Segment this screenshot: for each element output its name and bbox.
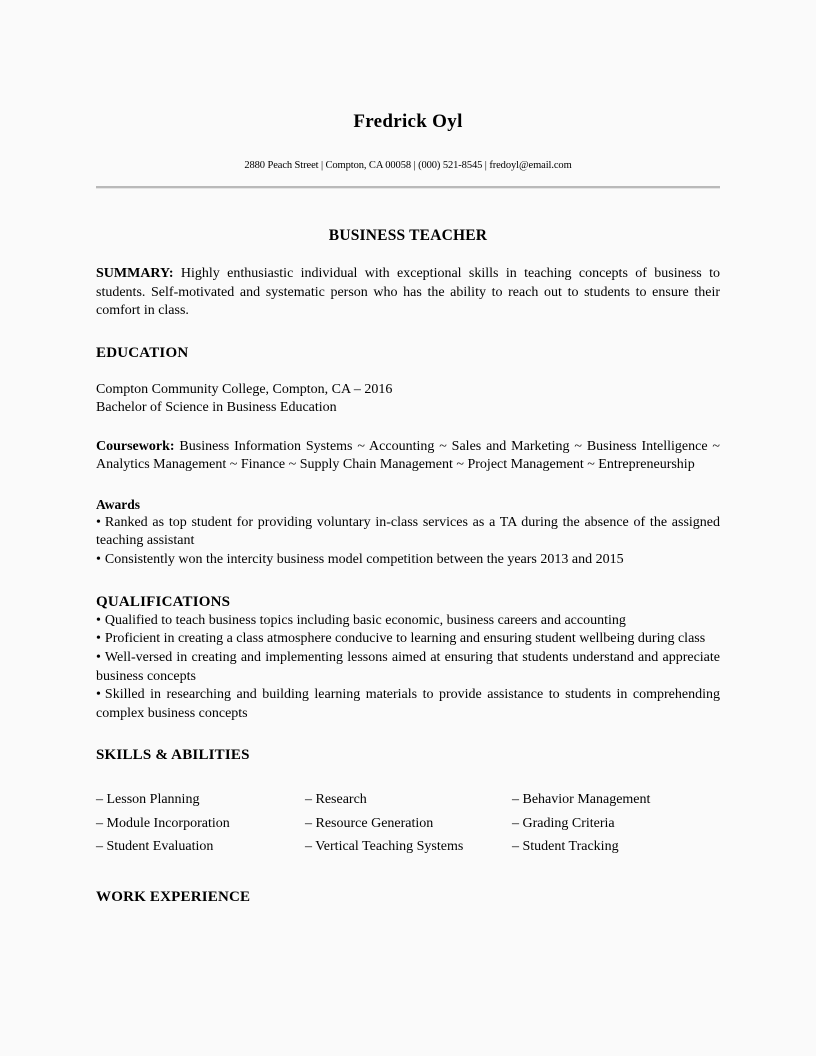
list-item-text: Proficient in creating a class atmosphere conducive to learning and ensuring student wellbeing during class — [104, 631, 706, 647]
list-item — [96, 551, 720, 570]
list-item — [96, 514, 720, 551]
bullet-icon: • — [96, 514, 101, 530]
skill-item: – Research — [305, 792, 367, 808]
summary-paragraph — [96, 265, 720, 321]
coursework-text: Business Information Systems ~ Accounting ~ Sales and Marketing ~ Business Intelligence ~ Analytics Management ~ Finance ~ Supply Chain Management ~ Project Management ~ Entrepreneurship — [96, 438, 720, 473]
skill-item: – Student Evaluation — [96, 839, 214, 855]
list-item-text: Consistently won the intercity business model competition between the years 2013 and 2015 — [104, 552, 624, 568]
skill-item: – Lesson Planning — [96, 792, 200, 808]
skill-item: – Vertical Teaching Systems — [305, 839, 464, 855]
skill-item: – Module Incorporation — [96, 815, 230, 831]
bullet-icon: • — [96, 631, 101, 647]
skills-grid — [96, 788, 720, 859]
list-item-text: Ranked as top student for providing voluntary in-class services as a TA during the absence of the assigned teaching assistant — [96, 514, 720, 549]
skill-item: – Behavior Management — [512, 792, 651, 808]
job-title: BUSINESS TEACHER — [328, 226, 488, 244]
section-heading-skills: SKILLS & ABILITIES — [96, 747, 250, 764]
bullet-icon: • — [96, 552, 101, 568]
coursework-label: Coursework: — [96, 438, 175, 454]
skill-item: – Student Tracking — [512, 839, 619, 855]
header-divider — [96, 186, 720, 189]
education-school: Compton Community College, Compton, CA – 2016 — [96, 381, 393, 397]
skill-item: – Resource Generation — [305, 815, 434, 831]
list-item — [96, 649, 720, 686]
list-item-text: Qualified to teach business topics including basic economic, business careers and accounting — [104, 612, 626, 628]
list-item — [96, 686, 720, 723]
candidate-name: Fredrick Oyl — [353, 111, 463, 132]
education-degree: Bachelor of Science in Business Education — [96, 400, 337, 416]
education-block — [96, 381, 720, 418]
resume-page — [96, 0, 720, 906]
skill-item: – Grading Criteria — [512, 815, 615, 831]
summary-text: Highly enthusiastic individual with exceptional skills in teaching concepts of business to students. Self-motivated and systematic person who has the ability to reach out to students to ensure their comfort in class. — [96, 265, 721, 319]
list-item-text: Skilled in researching and building learning materials to provide assistance to students in comprehending complex business concepts — [96, 687, 720, 721]
summary-label: SUMMARY: — [96, 265, 174, 281]
subsection-heading-awards: Awards — [96, 496, 141, 512]
section-heading-education: EDUCATION — [96, 344, 189, 361]
contact-line: 2880 Peach Street | Compton, CA 00058 | (000) 521-8545 | fredoyl@email.com — [244, 159, 572, 171]
bullet-icon: • — [96, 612, 101, 628]
awards-list — [96, 514, 720, 570]
qualifications-list — [96, 612, 720, 724]
list-item — [96, 612, 720, 631]
section-heading-work-experience: WORK EXPERIENCE — [96, 888, 251, 905]
bullet-icon: • — [96, 687, 101, 703]
coursework-paragraph — [96, 438, 720, 475]
list-item — [96, 630, 720, 649]
bullet-icon: • — [96, 649, 101, 665]
list-item-text: Well-versed in creating and implementing lessons aimed at ensuring that students understand and appreciate business concepts — [96, 649, 720, 684]
section-heading-qualifications: QUALIFICATIONS — [96, 593, 231, 610]
